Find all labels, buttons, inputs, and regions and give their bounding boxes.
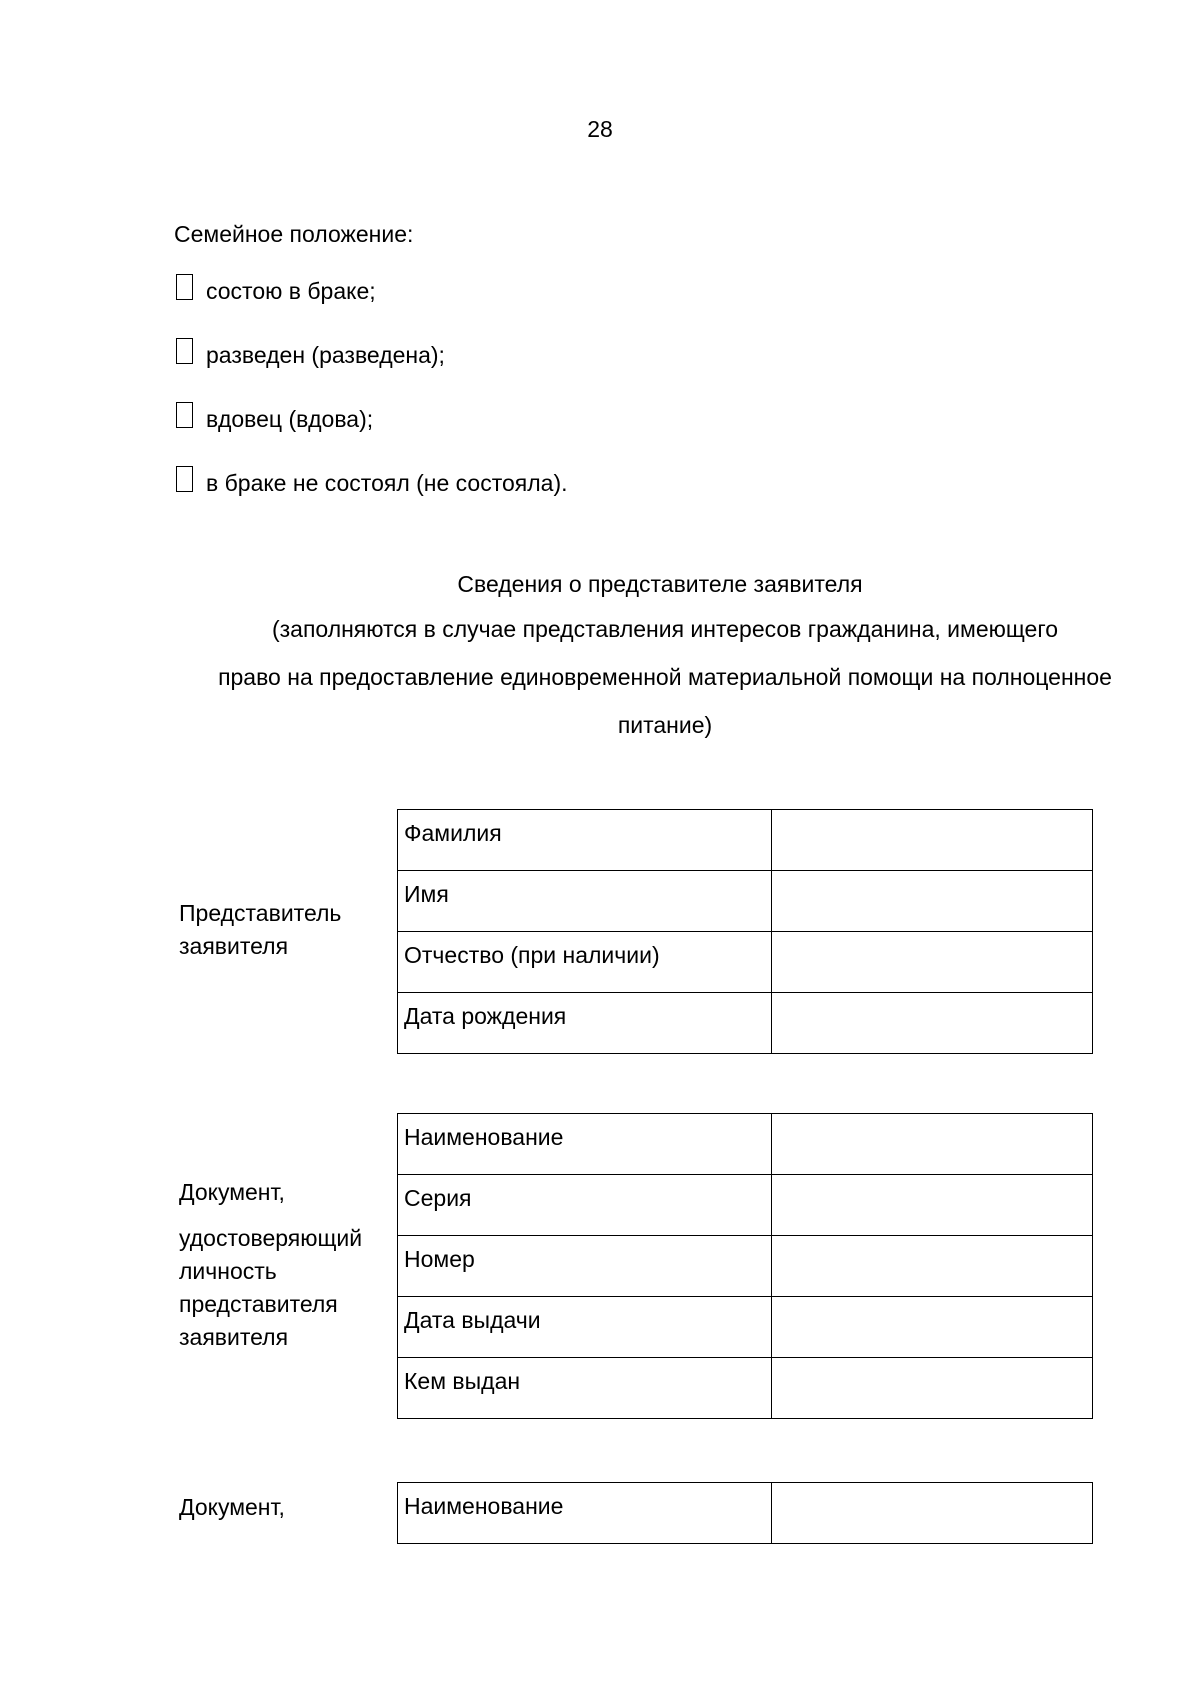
table-row [398,810,1093,871]
page-number: 28 [587,116,613,142]
table-row [398,871,1093,932]
label-line: Документ, [179,1179,285,1205]
label-line: личность [179,1258,277,1284]
note-line: питание) [617,712,713,738]
label-line: Документ, [179,1494,285,1520]
option-label: разведен (разведена); [206,341,445,368]
note-line: (заполняются в случае представления интересов гражданина, имеющего [271,616,1059,642]
option-label: вдовец (вдова); [206,405,374,432]
checkbox-never-married[interactable] [176,466,193,492]
row-label: Серия [398,1175,772,1236]
row-label: Дата рождения [398,993,772,1054]
representative-table [397,809,1093,1054]
label-line: удостоверяющий [179,1225,363,1251]
table-row [398,932,1093,993]
checkbox-divorced[interactable] [176,338,193,364]
label-line: Представитель [179,900,342,926]
value-cell-series[interactable] [771,1175,1092,1236]
marital-option-divorced[interactable] [176,338,445,372]
marital-status-title: Семейное положение: [174,221,414,247]
value-cell-authority-document-name[interactable] [771,1483,1092,1544]
value-cell-surname[interactable] [771,810,1092,871]
representative-section-note [190,605,1140,749]
value-cell-document-name[interactable] [771,1114,1092,1175]
value-cell-patronymic[interactable] [771,932,1092,993]
checkbox-widowed[interactable] [176,402,193,428]
value-cell-birth-date[interactable] [771,993,1092,1054]
row-label: Наименование [398,1483,772,1544]
label-line: заявителя [179,933,289,959]
row-label: Имя [398,871,772,932]
row-label: Фамилия [398,810,772,871]
representative-section-title: Сведения о представителе заявителя [457,571,863,597]
label-line: представителя [179,1291,338,1317]
table-row [398,1358,1093,1419]
row-label: Кем выдан [398,1358,772,1419]
row-label: Наименование [398,1114,772,1175]
value-cell-issued-by[interactable] [771,1358,1092,1419]
marital-option-never-married[interactable] [176,466,568,500]
checkbox-married[interactable] [176,274,193,300]
value-cell-issue-date[interactable] [771,1297,1092,1358]
identity-document-label [179,1176,362,1354]
table-row [398,993,1093,1054]
marital-option-married[interactable] [176,274,376,308]
table-row [398,1175,1093,1236]
authority-document-table [397,1482,1093,1544]
value-cell-number[interactable] [771,1236,1092,1297]
authority-document-label [179,1491,285,1524]
table-row [398,1114,1093,1175]
label-line: заявителя [179,1324,289,1350]
marital-option-widowed[interactable] [176,402,373,436]
table-row [398,1483,1093,1544]
table-row [398,1297,1093,1358]
representative-label [179,897,341,963]
value-cell-name[interactable] [771,871,1092,932]
note-line: право на предоставление единовременной материальной помощи на полноценное [218,664,1112,690]
row-label: Отчество (при наличии) [398,932,772,993]
row-label: Дата выдачи [398,1297,772,1358]
table-row [398,1236,1093,1297]
row-label: Номер [398,1236,772,1297]
identity-document-table [397,1113,1093,1419]
option-label: в браке не состоял (не состояла). [206,469,568,496]
option-label: состою в браке; [206,277,376,304]
